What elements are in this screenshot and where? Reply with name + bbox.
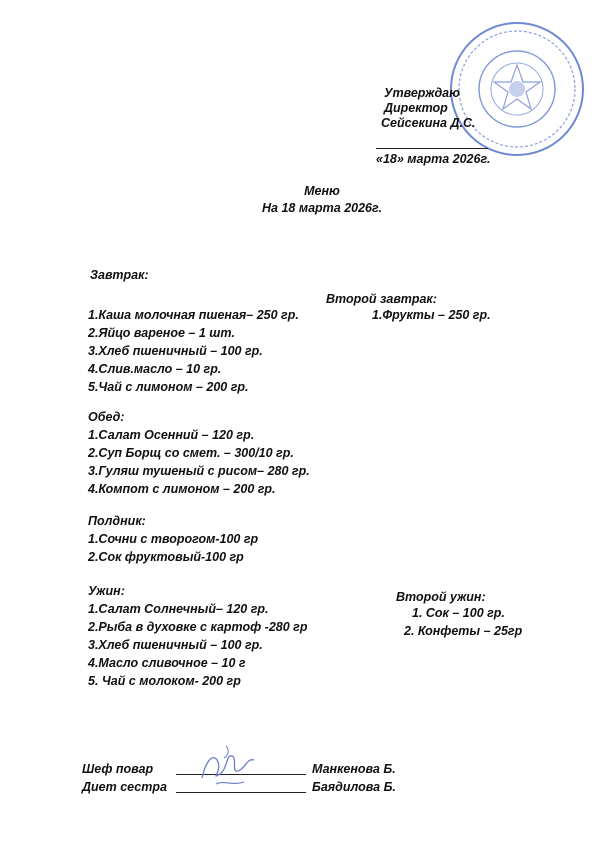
dinner-item: 3.Хлеб пшеничный – 100 гр. <box>88 638 263 652</box>
snack-item: 1.Сочни с творогом-100 гр <box>88 532 259 546</box>
director-name: Сейсекина Д.С. <box>381 116 476 130</box>
second-dinner-item: 1. Сок – 100 гр. <box>412 606 505 620</box>
second-breakfast-item: 1.Фрукты – 250 гр. <box>372 308 491 322</box>
handwritten-signature <box>196 740 260 792</box>
menu-date: На 18 марта 2026г. <box>262 201 382 215</box>
nurse-name: Баядилова Б. <box>312 780 396 794</box>
official-seal-stamp <box>448 20 586 158</box>
dinner-label: Ужин: <box>88 584 125 598</box>
breakfast-item: 5.Чай с лимоном – 200 гр. <box>88 380 249 394</box>
snack-label: Полдник: <box>88 514 146 528</box>
approval-date: «18» марта 2026г. <box>376 152 491 166</box>
lunch-item: 2.Суп Борщ со смет. – 300/10 гр. <box>88 446 294 460</box>
dinner-item: 1.Салат Солнечный– 120 гр. <box>88 602 269 616</box>
dinner-item: 4.Масло сливочное – 10 г <box>88 656 246 670</box>
nurse-signature-line <box>176 792 306 793</box>
menu-heading: Меню <box>304 184 340 198</box>
breakfast-item: 4.Слив.масло – 10 гр. <box>88 362 222 376</box>
lunch-item: 1.Салат Осенний – 120 гр. <box>88 428 255 442</box>
snack-item: 2.Сок фруктовый-100 гр <box>88 550 244 564</box>
breakfast-item: 3.Хлеб пшеничный – 100 гр. <box>88 344 263 358</box>
approval-signature-line <box>376 148 488 149</box>
lunch-label: Обед: <box>88 410 125 424</box>
director-position: Директор <box>384 101 448 115</box>
breakfast-item: 2.Яйцо вареное – 1 шт. <box>88 326 235 340</box>
chef-name: Манкенова Б. <box>312 762 396 776</box>
breakfast-item: 1.Каша молочная пшеная– 250 гр. <box>88 308 299 322</box>
chef-label: Шеф повар <box>82 762 154 776</box>
second-dinner-label: Второй ужин: <box>396 590 486 604</box>
lunch-item: 4.Компот с лимоном – 200 гр. <box>88 482 276 496</box>
lunch-item: 3.Гуляш тушеный с рисом– 280 гр. <box>88 464 310 478</box>
approve-label: Утверждаю <box>384 86 460 100</box>
breakfast-label: Завтрак: <box>90 268 149 282</box>
nurse-label: Диет сестра <box>82 780 167 794</box>
second-breakfast-label: Второй завтрак: <box>326 292 437 306</box>
second-dinner-item: 2. Конфеты – 25гр <box>404 624 523 638</box>
dinner-item: 2.Рыба в духовке с картоф -280 гр <box>88 620 308 634</box>
dinner-item: 5. Чай с молоком- 200 гр <box>88 674 241 688</box>
